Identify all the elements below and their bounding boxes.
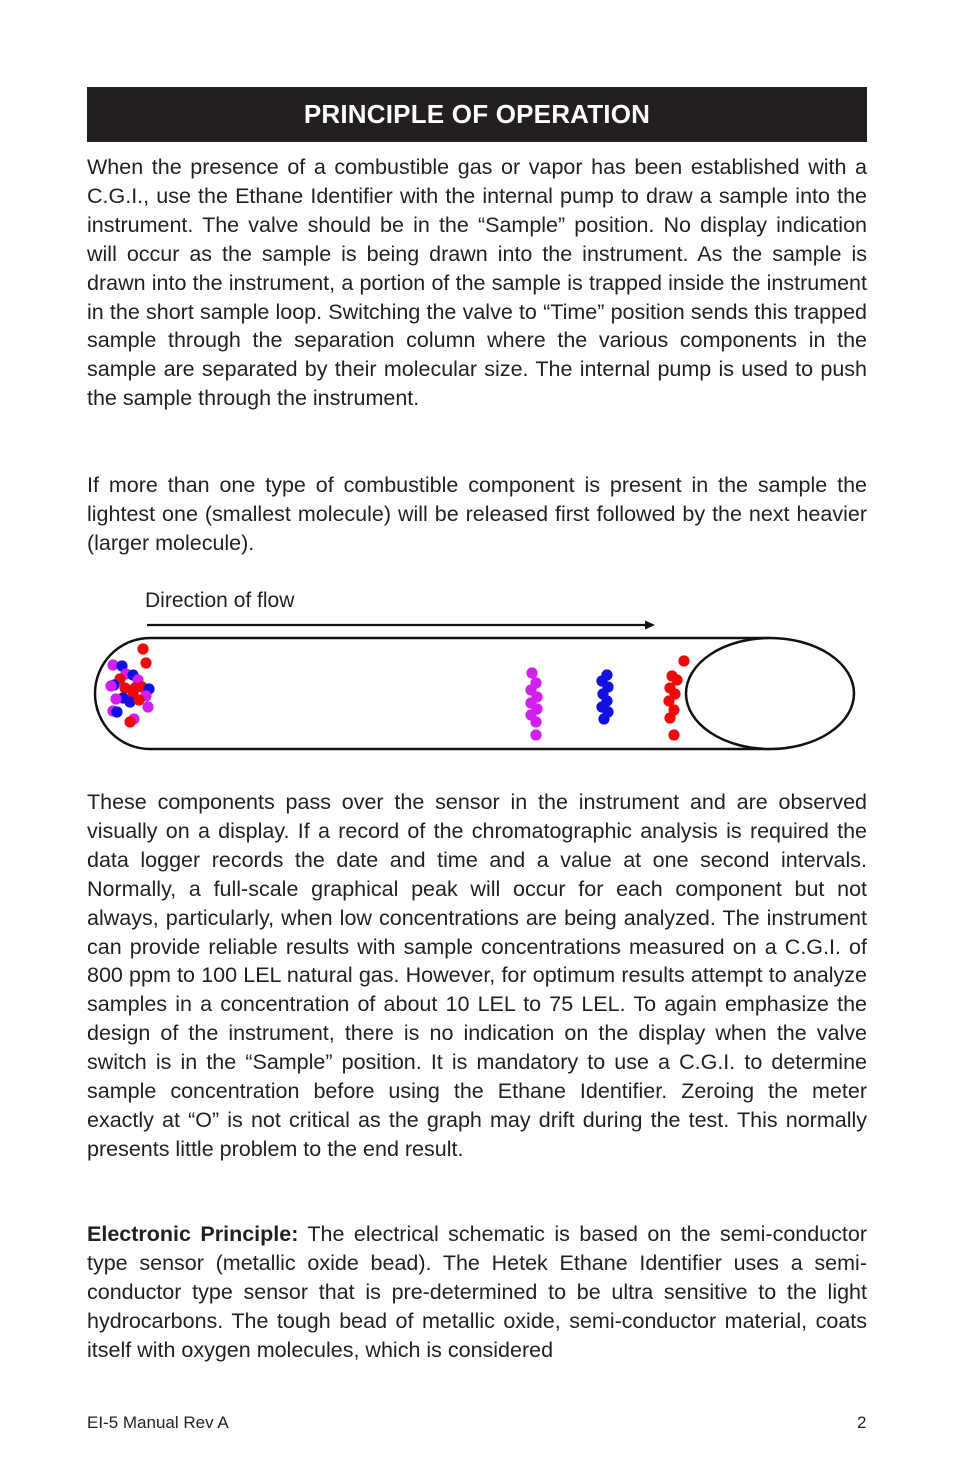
footer-manual-title: EI-5 Manual Rev A: [87, 1413, 229, 1432]
molecule-dot: [598, 713, 609, 724]
flow-arrow: [147, 621, 655, 630]
molecule-dot: [530, 716, 541, 727]
molecule-dot: [133, 694, 144, 705]
paragraph-detection: These components pass over the sensor in the instrument and are observed visually on a display. If a record of the chromatographic analysis is required the data logger records the date and time and a value at one second intervals. Normally, a full-scale graphical peak will occur for each component but not always, particularly, when low concentrations are being analyzed. The instrument can provide reliable results with sample concentrations measured on a C.G.I. of 800 ppm to 100 LEL natural gas. However, for optimum results attempt to analyze samples in a concentration of about 10 LEL to 75 LEL. To again emphasize the design of the instrument, there is no indication on the display when the valve switch is in the “Sample” position. It is mandatory to use a C.G.I. to determine sample concentration before using the Ethane Identifier. Zeroing the meter exactly at “O” is not critical as the graph may drift during the test. This normally presents little problem to the end result.: [87, 790, 867, 1161]
electronic-principle-label: Electronic Principle:: [87, 1222, 299, 1246]
molecule-dot: [526, 667, 537, 678]
section-title: PRINCIPLE OF OPERATION: [87, 87, 867, 142]
separation-column-diagram: [90, 612, 860, 757]
molecule-dot: [105, 680, 116, 691]
page-number: 2: [857, 1413, 867, 1432]
molecule-dots: [105, 643, 689, 740]
molecule-dot: [124, 716, 135, 727]
paragraph-procedure: When the presence of a combustible gas or vapor has been established with a C.G.I., use the Ethane Identifier with the internal pump to draw a sample into the instrument. The valve should be in the “Sample” position. No display indication will occur as the sample is being drawn into the instrument. As the sample is drawn into the instrument, a portion of the sample is trapped inside the instrument in the short sample loop. Switching the valve to “Time” position sends this trapped sample through the separation column where the various components in the sample are separated by their molecular size. The internal pump is used to push the sample through the instrument.: [87, 155, 867, 411]
molecule-dot: [142, 701, 153, 712]
molecule-dot: [668, 729, 679, 740]
flow-direction-label: Direction of flow: [145, 589, 295, 612]
molecule-dot: [110, 693, 121, 704]
tube-end-opening: [686, 638, 854, 749]
column-tube: [95, 638, 770, 749]
molecule-dot: [111, 706, 122, 717]
paragraph-electronic-principle: [87, 1220, 867, 1365]
paragraph-release-order: If more than one type of combustible component is present in the sample the lightest one (smallest molecule) will be released first followed by the next heavier (larger molecule).: [87, 473, 867, 555]
electronic-principle-text: The electrical schematic is based on the semi-conductor type sensor (metallic oxide bead). The Hetek Ethane Identifier uses a semi-conductor type sensor that is pre-determined to be ultra sensitive to the light hydrocarbons. The tough bead of metallic oxide, semi-conductor material, coats itself with oxygen molecules, which is considered: [87, 1222, 867, 1362]
molecule-dot: [678, 655, 689, 666]
molecule-dot: [137, 643, 148, 654]
molecule-dot: [664, 712, 675, 723]
molecule-dot: [140, 657, 151, 668]
molecule-dot: [530, 729, 541, 740]
